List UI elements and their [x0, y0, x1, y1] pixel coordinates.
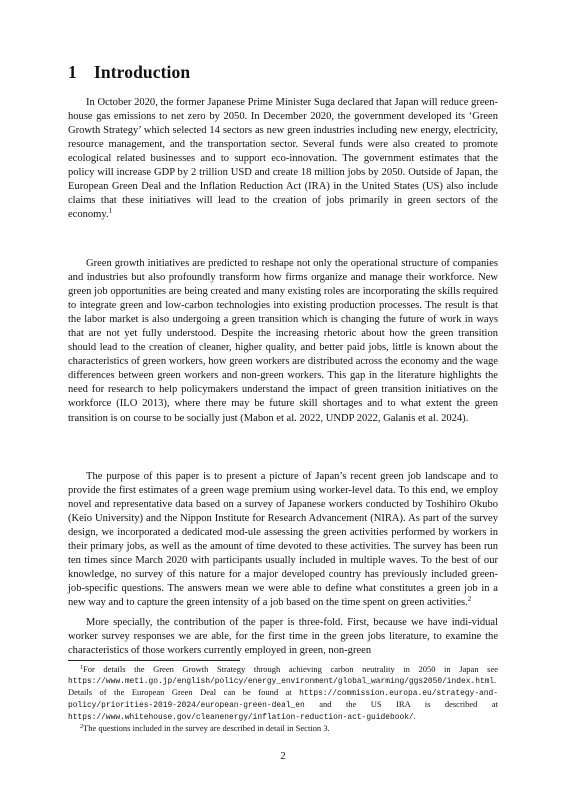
footnotes: [68, 664, 498, 735]
paragraph-2: [68, 257, 498, 426]
footnote-2-mark: 2: [80, 724, 83, 731]
paragraph-1-text: In October 2020, the former Japanese Prime Minister Suga declared that Japan will reduce green-house gas emissions to net zero by 2050. In December 2020, the government developed its ‘Green Growth Strategy’ which selected 14 sectors as new green industries including new energy, electricity, resource management, and the transportation sector. Several funds were also created to promote ecological related businesses and to support eco-innovation. The government estimates that the policy will increase GDP by 2 trillion USD and create 18 million jobs by 2050. Outside of Japan, the European Green Deal and the Inflation Reduction Act (IRA) in the United States (US) also include claims that these initiatives will lead to the creation of jobs primarily in green sectors of the economy.: [68, 97, 498, 221]
footnote-1-mid-2: and the US IRA is described at: [319, 699, 498, 710]
paragraph-4-text: More specially, the contribution of the paper is three-fold. First, because we have indi-vidual worker survey responses we are able, for the first time in the green jobs literature, to examine the characteristics of those workers currently employed in green, non-green: [68, 617, 498, 657]
section-title: Introduction: [94, 62, 191, 82]
paragraph-3: [68, 470, 498, 610]
footnote-2-text: The questions included in the survey are described in detail in Section 3.: [83, 723, 330, 734]
footnote-1-mark: 1: [80, 665, 83, 671]
paragraph-4: [68, 616, 498, 658]
footnote-ref-2[interactable]: 2: [467, 595, 472, 604]
section-heading: [68, 62, 190, 83]
paragraph-2-text: Green growth initiatives are predicted to reshape not only the operational structure of companies and industries but also profoundly transform how firms organize and manage their workforce. New green job opportunities are being created and many existing roles are incorporating the skills required to integrate green and low-carbon technologies into existing production processes. The result is that the labor market is also undergoing a green transition which is changing the future of work in ways that are not yet fully understood. Despite the increasing rhetoric about how the green transition should lead to the creation of cleaner, higher quality, and better paid jobs, little is known about the characteristics of green workers, how green workers are distributed across the economy and the wage differences between green workers and non-green workers. This gap in the literature highlights the need for research to help policymakers understand the impact of green transition initiatives on the workforce (ILO 2013), where there may be future skill shortages and to what extent the green transition is on course to be socially just (Mabon et al. 2022, UNDP 2022, Galanis et al. 2024).: [68, 258, 498, 424]
footnote-1-link-meti[interactable]: https://www.meti.go.jp/english/policy/energy_environment/global_warming/ggs2050/index.html: [68, 677, 495, 687]
paragraph-1: [68, 96, 498, 222]
footnote-1-lead: For details the Green Growth Strategy through achieving carbon neutrality in 2050 in Japan see: [83, 664, 498, 674]
footnote-2: [68, 723, 498, 734]
footnote-1: [68, 664, 498, 723]
footnote-1-tail: .: [413, 711, 416, 722]
section-number: 1: [68, 62, 77, 82]
footnote-1-mid-1: . Details of the European Green Deal can be found at: [68, 675, 497, 698]
footnote-divider: [68, 660, 240, 661]
paragraph-3-text: The purpose of this paper is to present a picture of Japan’s recent green job landscape and to provide the first estimates of a green wage premium using worker-level data. To this end, we employ novel and representative data based on a survey of Japanese workers conducted by Toshihiro Okubo (Keio University) and the Nippon Institute for Research Advancement (NIRA). As part of the survey design, we incorporated a dedicated mod-ule assessing the green activities performed by workers in their primary jobs, as well as the amount of time devoted to these activities. The survey has been run ten times since March 2020 with participants usually included in multiple waves. To the best of our knowledge, no survey of this nature for a major developed country has previously included green-job-specific questions. The answers mean we were able to define what constitutes a green job in a new way and to capture the green intensity of a job based on the time spent on green activities.: [68, 471, 498, 609]
footnote-ref-1[interactable]: 1: [108, 207, 113, 216]
page-number: 2: [280, 751, 286, 762]
footnote-1-link-whitehouse[interactable]: https://www.whitehouse.gov/cleanenergy/inflation-reduction-act-guidebook/: [68, 713, 414, 723]
footnote-1-link-eu[interactable]: https://commission.europa.eu/strategy-and-policy/priorities-2019-2024/european-green-deal_en: [68, 689, 499, 711]
